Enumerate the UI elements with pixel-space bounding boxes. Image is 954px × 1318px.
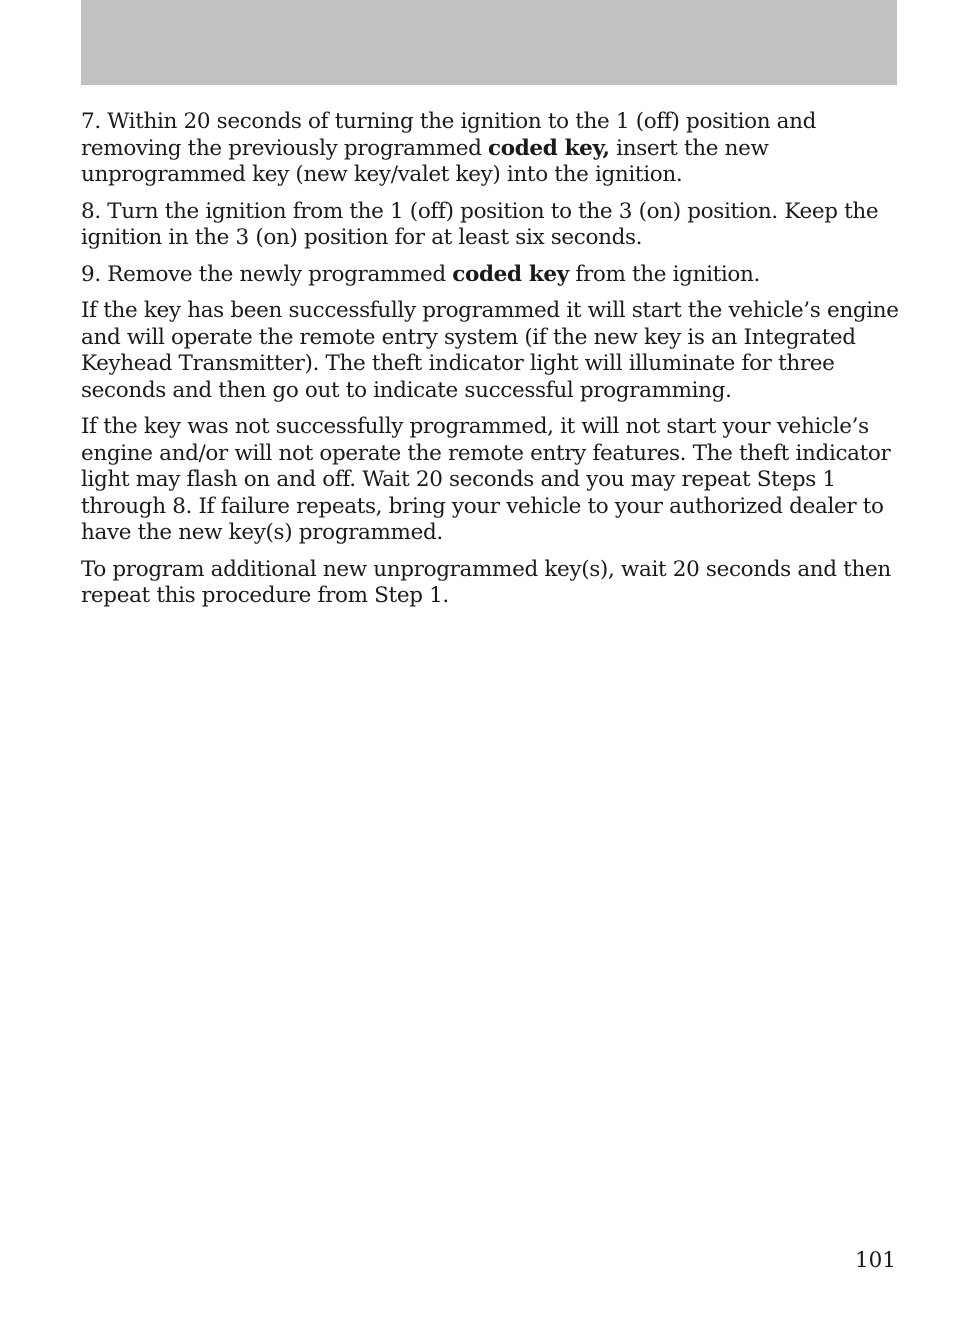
- coded-key-emphasis: coded key,: [488, 135, 610, 161]
- page-number: 101: [854, 1248, 896, 1273]
- additional-keys-paragraph: To program additional new unprogrammed key(s), wait 20 seconds and then repeat this procedure from Step 1.: [81, 556, 891, 608]
- step-8-paragraph: 8. Turn the ignition from the 1 (off) position to the 3 (on) position. Keep the ignition in the 3 (on) position for at least six seconds.: [81, 198, 879, 250]
- header-band: [81, 0, 897, 85]
- failure-paragraph: If the key was not successfully programmed, it will not start your vehicle’s engine and/or will not operate the remote entry features. The theft indicator light may flash on and off. Wait 20 seconds and you may repeat Steps 1 through 8. If failure repeats, bring your vehicle to your authorized dealer to have the new key(s) programmed.: [81, 414, 891, 545]
- step-9-paragraph: 9. Remove the newly programmed coded key from the ignition.: [81, 261, 760, 287]
- page-content: [81, 109, 901, 620]
- success-paragraph: If the key has been successfully programmed it will start the vehicle’s engine and will operate the remote entry system (if the new key is an Integrated Keyhead Transmitter). The theft indicator light will illuminate for three seconds and then go out to indicate successful programming.: [81, 298, 899, 403]
- coded-key-emphasis: coded key: [452, 261, 569, 287]
- step-7-paragraph: 7. Within 20 seconds of turning the ignition to the 1 (off) position and removing the previously programmed coded key, insert the new unprogrammed key (new key/valet key) into the ignition.: [81, 109, 817, 187]
